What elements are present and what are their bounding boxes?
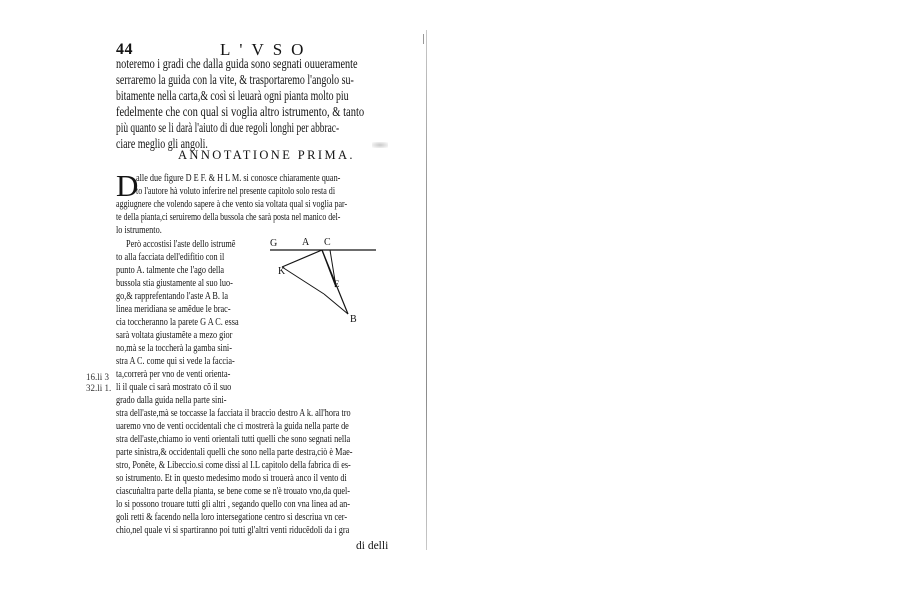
arm-left-line [282,250,322,267]
connector-line [282,267,324,294]
drop-cap: D [116,168,139,203]
compass-diagram [268,234,380,324]
narrow-line: grado dalla guida nella parte sini- [116,395,227,406]
narrow-line: Però accostisi l'aste dello istrumẽ [126,239,236,250]
running-title: L'VSO [220,40,313,59]
annotation-line: te della pianta,ci seruiremo della bussola che sarà posta nel manico del- [116,212,341,223]
narrow-line: ta,correrà per vno de venti orienta- [116,369,231,380]
opening-line: fedelmente che con qual si voglia altro istrumento, & tanto [116,104,365,119]
narrow-line: linea meridiana se amẽdue le brac- [116,304,231,315]
figure-label-g: G [270,238,278,249]
ink-smudge [372,142,388,148]
body-line: ciascuṅaltra parte della pianta, se bene come se n'è trouato vno,da quel- [116,486,351,497]
annotation-line: to l'autore hà voluto inferire nel presente capitolo solo resta di [136,186,336,197]
figure-label-e: E [334,279,340,289]
figure-label-k: K [278,266,286,277]
body-line: stro, Ponẽte, & Libeccio.si come dissi al I.L capitolo della fabrica di es- [116,460,351,471]
page-number: 44 [116,41,133,58]
body-line: stra dell'aste,mà se toccasse la facciata il braccio destro A k. all'hora tro [116,408,351,419]
catchword: di delli [356,540,389,552]
gutter-mark [423,34,430,44]
margin-note: 32.li 1. [86,383,112,393]
narrow-line: cia toccheranno la parete G A C. essa [116,317,239,328]
narrow-line: li il quale ci sarà mostrato cõ il suo [116,382,232,393]
body-line: so istrumento. Et in questo medesimo modo si trouerà anco il vento di [116,473,347,484]
opening-line: noteremo i gradi che dalla guida sono segnati ouueramente [116,56,358,71]
blank-right-page [430,30,870,560]
narrow-line: stra A C. come qui si vede la faccia- [116,356,235,367]
body-line: stra dell'aste,chiamo io venti orientali tutti quelli che sono segnati nella [116,434,351,445]
narrow-line: go,& rapprefentando l'aste A B. la [116,291,228,302]
margin-note: 16.li 3 [86,372,110,382]
annotation-line: lo istrumento. [116,225,162,236]
opening-line: bitamente nella carta,& così si leuarà ogni pianta molto piu [116,88,349,103]
narrow-line: no,mà se la toccherà la gamba sini- [116,343,232,354]
narrow-line: to alla facciata dell'edifitio con il [116,252,225,263]
section-heading: ANNOTATIONE PRIMA. [178,148,355,162]
body-line: lo si possono trouare tutti gli altri , segando quello con vna linea ad an- [116,499,351,510]
body-line: uaremo vno de venti occidentali che ci mostrerà la guida nella parte de [116,421,349,432]
narrow-line: punto A. talmente che l'ago della [116,265,225,276]
annotation-line: alle due figure D E F. & H L M. si conosce chiaramente quan- [136,173,341,184]
body-line: chio,nel quale vi si spartiranno poi tutti gl'altri venti riducẽdoli da i gra [116,525,350,536]
narrow-line: bussola stia giustamente al suo luo- [116,278,233,289]
figure-label-a: A [302,237,310,248]
body-line: goli retti & facendo nella loro intersegatione centro si descriua vn cer- [116,512,348,523]
annotation-line: aggiugnere che volendo sapere à che vento sia voltata qual si voglia par- [116,199,348,210]
opening-line: più quanto se li darà l'aiuto di due regoli longhi per abbrac- [116,120,340,135]
narrow-line: sarà voltata giustamẽte a mezo gior [116,330,233,341]
figure-label-b: B [350,314,357,325]
opening-line: serraremo la guida con la vite, & trasportaremo l'angolo su- [116,72,354,87]
body-line: parte sinistra,& occidentali quelli che sono nella parte destra,ciò è Mae- [116,447,353,458]
figure-label-c: C [324,237,331,248]
opening-line: ciare meglio gli angoli. [116,136,208,151]
page-gutter [426,30,427,550]
